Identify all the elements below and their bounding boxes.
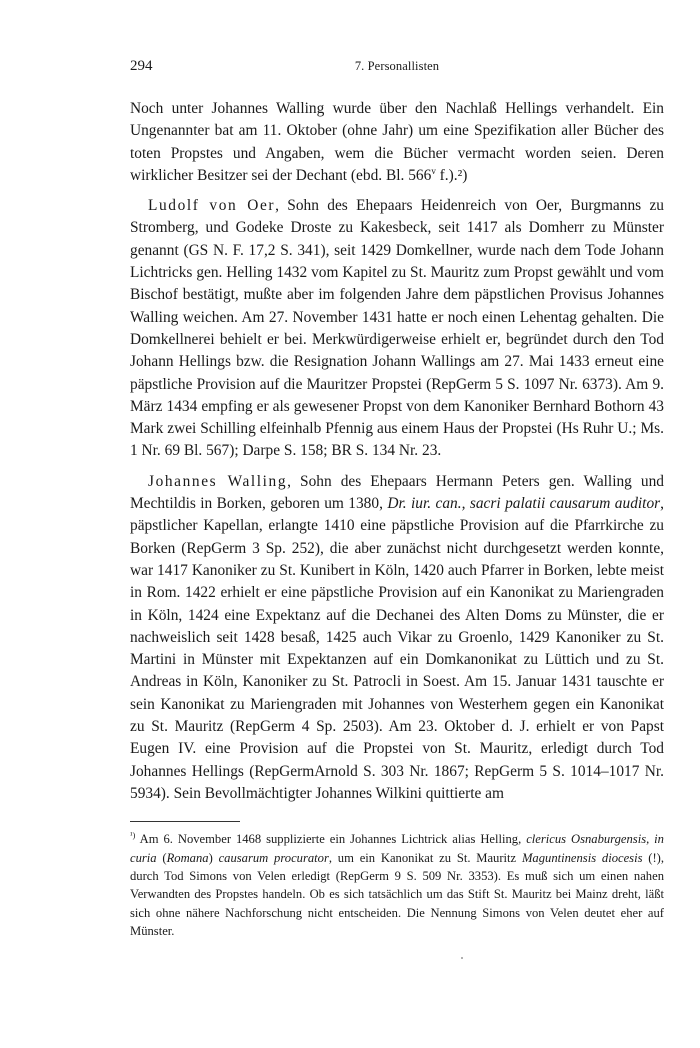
print-speck [461,957,463,959]
paragraph-segment: Johannes Walling [148,472,288,490]
paragraph-segment: f.).²) [435,166,468,184]
paragraph-segment: Noch unter Johannes Walling wurde über den Nachlaß Hellings verhandelt. Ein Ungenannter bat am 11. Oktober (ohne Jahr) um eine Spezifikation aller Bücher des toten Propstes und Angaben, wem die Bücher vermacht worden seien. Deren wirklicher Besitzer sei der Dechant (ebd. Bl. 566 [130,100,664,184]
footnote-text [130,832,664,938]
footnote-segment: , um ein Kanonikat zu St. Mauritz [328,850,522,865]
footnote-segment: Maguntinensis diocesis [521,850,643,865]
footnote-marker: ¹) [130,830,136,841]
footnote [130,830,664,940]
page [130,58,664,941]
entry-johannes-walling [130,471,664,805]
running-header [130,58,664,80]
paragraph-segment: , Sohn des Ehepaars Heidenreich von Oer, Burgmanns zu Stromberg, und Godeke Droste zu Kakesbeck, seit 1417 als Domherr zu Münster genannt (GS N. F. 17,2 S. 341), seit 1429 Domkellner, wurde nach dem Tode Johann Lichtricks gen. Helling 1432 vom Kapitel zu St. Mauritz zum Propst gewählt und vom Bischof bestätigt, mußte aber im folgenden Jahre dem päpstlichen Provisus Johannes Walling weichen. Am 27. November 1431 hatte er noch einen Lehentag gehalten. Die Domkellnerei behielt er bei. Merkwürdigerweise erhielt er, begründet durch den Tod Johann Hellings bzw. die Resignation Johann Wallings am 27. Mai 1433 erneut eine päpstliche Provision auf die Mauritzer Propstei (RepGerm 5 S. 1097 Nr. 6373). Am 9. März 1434 empfing er als gewesener Propst von dem Kanoniker Bernhard Bothorn 43 Mark zwei Schilling elfeinhalb Pfennig aus einem Haus der Propstei (Hs Ruhr U.; Ms. 1 Nr. 69 Bl. 567); Darpe S. 158; BR S. 134 Nr. 23. [130,197,665,460]
footnote-segment: clericus Osnaburgensis, in curia [130,832,664,865]
footnote-segment: ( [156,850,167,865]
paragraph-nachlass [130,98,664,187]
entry-ludolf-von-oer [130,195,664,463]
paragraph-segment: Dr. iur. can., sacri palatii causarum auditor [387,495,661,513]
page-number: 294 [130,58,153,74]
running-title: 7. Personallisten [354,59,440,73]
footnote-segment: Romana [166,850,209,865]
footnote-rule [130,821,240,822]
body-text [130,98,664,805]
paragraph-segment: , päpstlicher Kapellan, erlangte 1410 eine päpstliche Provision auf die Pfarrkirche zu Borken (RepGerm 3 Sp. 252), die aber zunächst nicht durchgesetzt werden konnte, war 1417 Kanoniker zu St. Kunibert in Köln, 1420 auch Pfarrer in Borken, lebte meist in Rom. 1422 erhielt er eine päpstliche Provision auf ein Kanonikat zu Mariengraden in Köln, 1424 eine Expektanz auf die Dechanei des Alten Doms zu Münster, die er nachweislich seit 1428 besaß, 1425 auch Vikar zu Groenlo, 1429 Kanoniker zu St. Martini in Münster mit Expektanzen auf ein Domkanonikat zu Lüttich und zu St. Andreas in Köln, Kanoniker zu St. Patrocli in Soest. Am 15. Januar 1431 tauschte er sein Kanonikat zu Mariengraden mit Johannes von Westerhem gegen ein Kanonikat zu St. Mauritz (RepGerm 4 Sp. 2503). Am 23. Oktober d. J. erhielt er von Papst Eugen IV. eine Provision auf die Propstei von St. Mauritz, erledigt durch Tod Johannes Hellings (RepGermArnold S. 303 Nr. 1867; RepGerm 5 S. 1014–1017 Nr. 5934). Sein Bevollmächtigter Johannes Wilkini quittierte am [130,495,664,802]
footnote-segment: ) [208,850,219,865]
paragraph-segment: , Sohn des Ehepaars Hermann Peters gen. Walling und Mechtildis in Borken, geboren um 1380, [130,472,664,513]
paragraph-segment: v [431,165,436,176]
footnote-segment: Am 6. November 1468 supplizierte ein Johannes Lichtrick alias Helling, [135,832,527,847]
footnote-segment: (!), durch Tod Simons von Velen erledigt (RepGerm 9 S. 509 Nr. 3353). Es muß sich um einen nahen Verwandten des Propstes handeln. Ob es sich tatsächlich um das Stift St. Mauritz bei Mainz dreht, läßt sich ohne nähere Nachforschung nicht entscheiden. Die Nennung Simons von Velen deutet eher auf Münster. [130,850,664,939]
paragraph-segment: Ludolf von Oer [148,197,276,215]
footnote-segment: causarum procurator [218,850,329,865]
